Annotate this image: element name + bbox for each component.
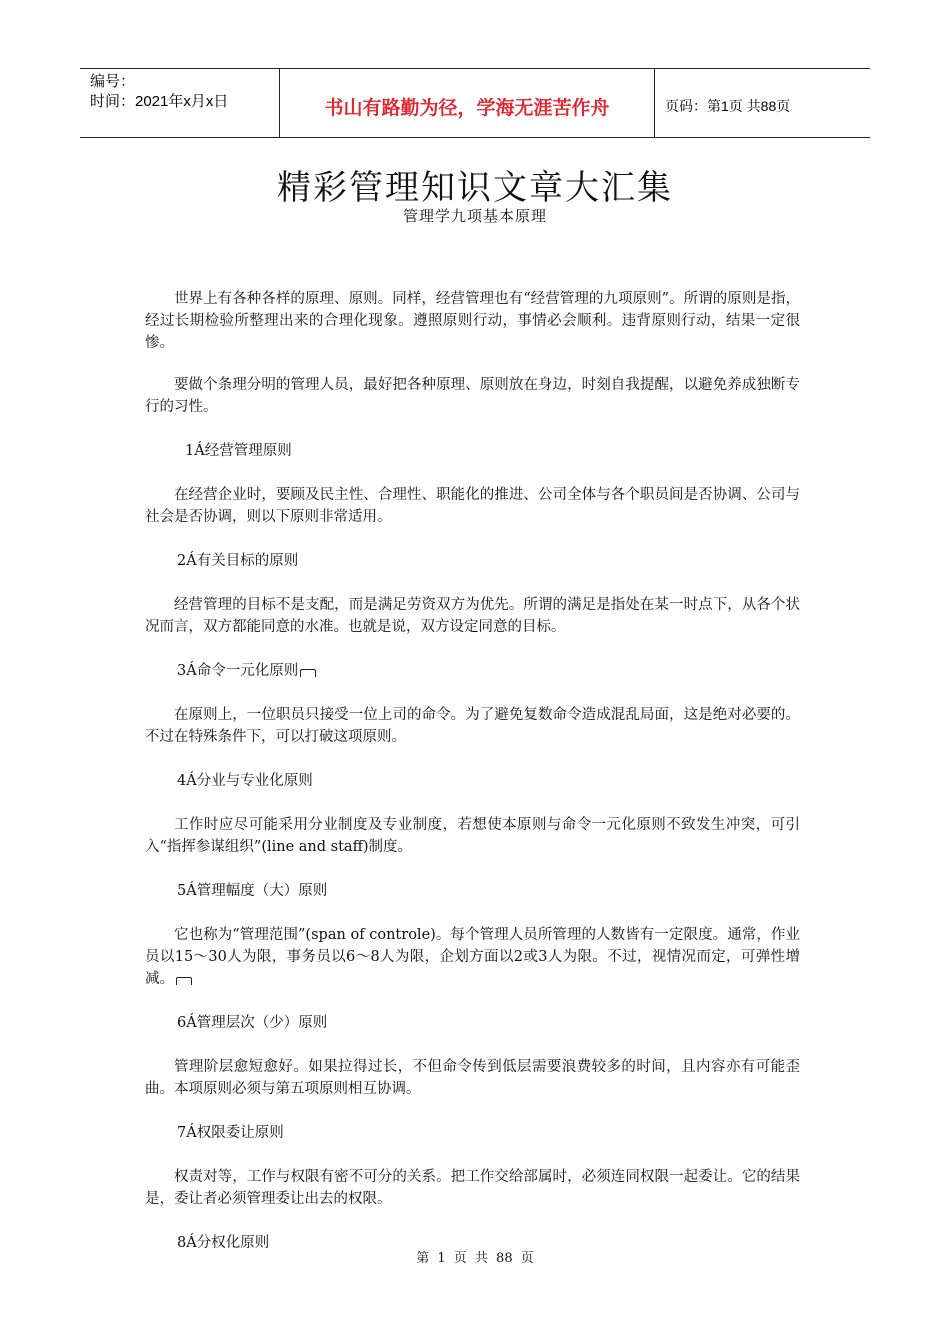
section-heading-text: 3Á命令一元化原则 (177, 663, 299, 679)
body-paragraph-text: 它也称为“管理范围”(span of controle)。每个管理人员所管理的人数皆有一定限度。通常，作业员以15～30人为限，事务员以6～8人为限，企划方面以2或3人为限。不过，视情况而定，可弹性增减。 (145, 927, 800, 987)
body-paragraph: 权责对等，工作与权限有密不可分的关系。把工作交给部属时，必须连同权限一起委让。它的结果是，委让者必须管理委让出去的权限。 (145, 1169, 800, 1207)
time-label: 时间：2021年x月x日 (90, 93, 229, 110)
section-heading-with-mark (145, 660, 800, 682)
document-body (145, 288, 800, 1254)
header-meta-cell (80, 69, 280, 137)
section-heading: 8Á分权化原则 (177, 1235, 270, 1251)
motto-text: 书山有路勤为径，学海无涯苦作舟 (324, 96, 610, 119)
body-paragraph: 世界上有各种各样的原理、原则。同样，经营管理也有“经营管理的九项原则”。所谓的原则是指，经过长期检验所整理出来的合理化现象。遵照原则行动，事情必会顺利。违背原则行动，结果一定很惨。 (145, 291, 800, 351)
section-heading: 4Á分业与专业化原则 (177, 773, 313, 789)
annotation-mark-icon (300, 669, 316, 677)
page-header (80, 68, 870, 138)
body-paragraph: 工作时应尽可能采用分业制度及专业制度，若想使本原则与命令一元化原则不致发生冲突，可引入“指挥参谋组织”(line and staff)制度。 (145, 817, 800, 855)
section-heading: 6Á管理层次（少）原则 (177, 1015, 328, 1031)
document-title: 精彩管理知识文章大汇集 (277, 168, 673, 208)
section-heading: 2Á有关目标的原则 (177, 553, 299, 569)
body-paragraph: 管理阶层愈短愈好。如果拉得过长，不但命令传到低层需要浪费较多的时间，且内容亦有可能歪曲。本项原则必须与第五项原则相互协调。 (145, 1059, 800, 1097)
body-paragraph: 经营管理的目标不是支配，而是满足劳资双方为优先。所谓的满足是指处在某一时点下，从各个状况而言，双方都能同意的水准。也就是说，双方设定同意的目标。 (145, 597, 800, 635)
body-paragraph: 在原则上，一位职员只接受一位上司的命令。为了避免复数命令造成混乱局面，这是绝对必要的。不过在特殊条件下，可以打破这项原则。 (145, 707, 800, 745)
body-paragraph: 在经营企业时，要顾及民主性、合理性、职能化的推进、公司全体与各个职员间是否协调、公司与社会是否协调，则以下原则非常适用。 (145, 487, 800, 525)
number-label: 编号： (90, 73, 136, 90)
header-page-cell (655, 69, 870, 137)
annotation-mark-icon (176, 977, 192, 985)
page-footer: 第 1 页 共 88 页 (416, 1251, 534, 1266)
section-heading: 5Á管理幅度（大）原则 (177, 883, 328, 899)
header-motto-cell (280, 69, 655, 137)
section-heading: 7Á权限委让原则 (177, 1125, 284, 1141)
document-subtitle: 管理学九项基本原理 (402, 207, 547, 225)
section-heading: 1Á经营管理原则 (185, 443, 292, 459)
body-paragraph-with-mark (145, 924, 800, 990)
page-info: 页码：第1页 共88页 (665, 98, 791, 114)
body-paragraph: 要做个条理分明的管理人员，最好把各种原理、原则放在身边，时刻自我提醒，以避免养成独断专行的习性。 (145, 377, 800, 415)
